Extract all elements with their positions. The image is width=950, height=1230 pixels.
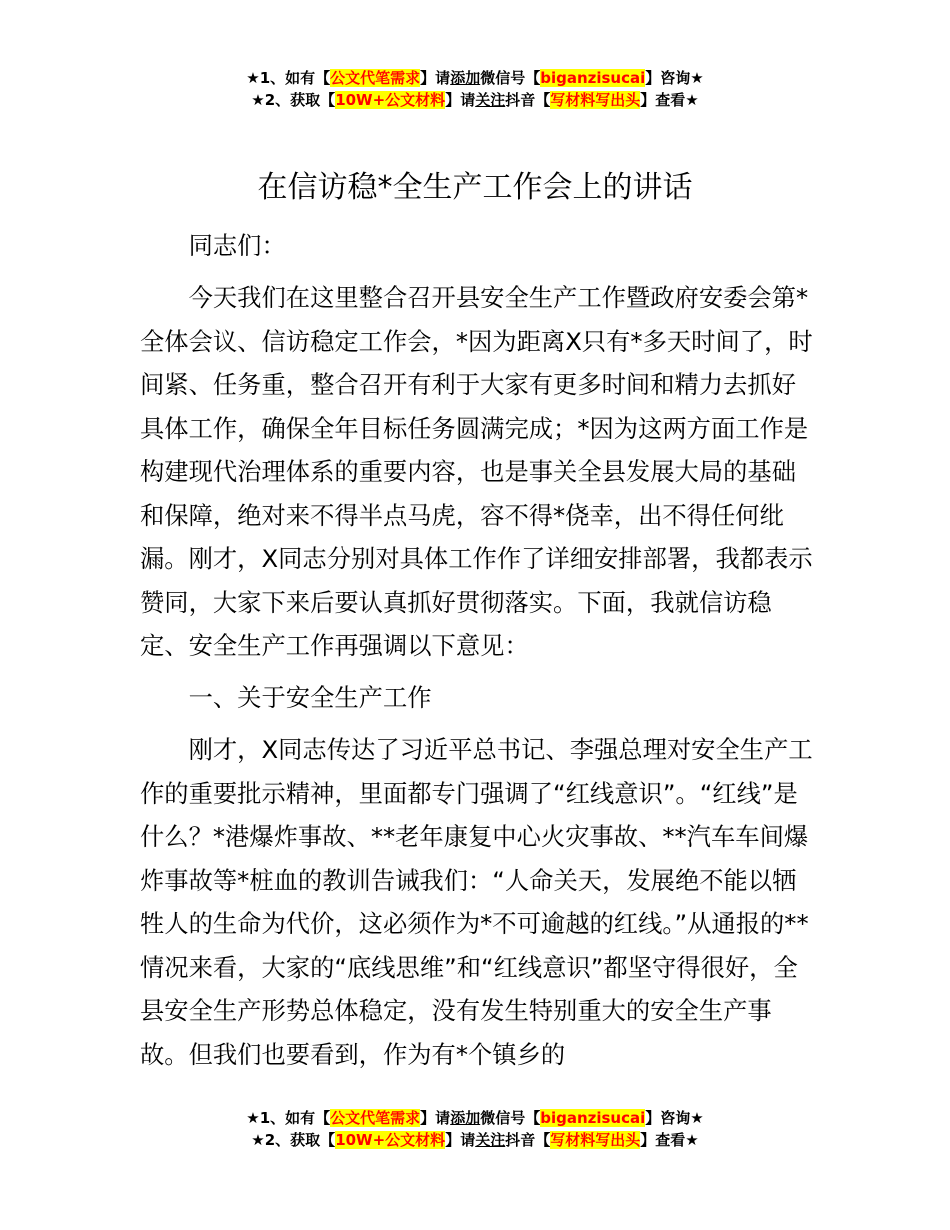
banner-highlight: 写材料写出头: [550, 91, 641, 109]
banner-text: ★2、获取【: [251, 91, 336, 109]
section-heading-block: [140, 676, 820, 720]
banner-line-2: [0, 1129, 950, 1151]
banner-line-2: [0, 89, 950, 111]
banner-highlight: biganzisucai: [540, 1109, 646, 1127]
section-heading-1: 一、关于安全生产工作: [188, 683, 432, 712]
banner-text: 】查看★: [640, 1131, 699, 1149]
banner-text: 】请: [420, 1109, 451, 1127]
banner-text: 微信号【: [480, 69, 541, 87]
banner-text: 】请: [420, 69, 451, 87]
banner-highlight: 公文代笔需求: [330, 69, 421, 87]
paragraph-block: [140, 276, 820, 668]
banner-line-1: [0, 1107, 950, 1129]
paragraph-1: 今天我们在这里整合召开县安全生产工作暨政府安委会第*全体会议、信访稳定工作会，*因为距离X只有*多天时间了，时间紧、任务重，整合召开有利于大家有更多时间和精力去抓好具体工作，确保全年目标任务圆满完成；*因为这两方面工作是构建现代治理体系的重要内容，也是事关全县发展大局的基础和保障，绝对来不得半点马虎，容不得*侥幸，出不得任何纰漏。刚才，X同志分别对具体工作作了详细安排部署，我都表示赞同，大家下来后要认真抓好贯彻落实。下面，我就信访稳定、安全生产工作再强调以下意见：: [140, 283, 813, 660]
banner-text: ★1、如有【: [246, 1109, 331, 1127]
banner-text: 】查看★: [640, 91, 699, 109]
banner-text: ★2、获取【: [251, 1131, 336, 1149]
banner-highlight: 10W+公文材料: [335, 91, 446, 109]
footer-banner: [0, 1107, 950, 1151]
banner-highlight: 公文代笔需求: [330, 1109, 421, 1127]
banner-highlight: 10W+公文材料: [335, 1131, 446, 1149]
banner-text: 】请: [445, 1131, 476, 1149]
salutation-block: [140, 224, 820, 268]
banner-text: 】咨询★: [645, 69, 704, 87]
banner-text: ★1、如有【: [246, 69, 331, 87]
banner-text: 抖音【: [505, 91, 551, 109]
header-banner: [0, 67, 950, 111]
banner-text: 】请: [445, 91, 476, 109]
banner-highlight: biganzisucai: [540, 69, 646, 87]
banner-underlined: 关注: [475, 1131, 506, 1149]
document-title: 在信访稳*全生产工作会上的讲话: [257, 170, 693, 205]
paragraph-2: 刚才，X同志传达了习近平总书记、李强总理对安全生产工作的重要批示精神，里面都专门强调了“红线意识”。“红线”是什么？*港爆炸事故、**老年康复中心火灾事故、**汽车车间爆炸事故等*桩血的教训告诫我们：“人命关天，发展绝不能以牺牲人的生命为代价，这必须作为*不可逾越的红线。”从通报的**情况来看，大家的“底线思维”和“红线意识”都坚守得很好，全县安全生产形势总体稳定，没有发生特别重大的安全生产事故。但我们也要看到，作为有*个镇乡的: [140, 735, 813, 1069]
banner-text: 】咨询★: [645, 1109, 704, 1127]
paragraph-block: [140, 728, 820, 1076]
banner-highlight: 写材料写出头: [550, 1131, 641, 1149]
banner-line-1: [0, 67, 950, 89]
banner-text: 微信号【: [480, 1109, 541, 1127]
banner-underlined: 添加: [450, 69, 481, 87]
banner-text: 抖音【: [505, 1131, 551, 1149]
salutation: 同志们：: [188, 231, 286, 260]
banner-underlined: 关注: [475, 91, 506, 109]
banner-underlined: 添加: [450, 1109, 481, 1127]
